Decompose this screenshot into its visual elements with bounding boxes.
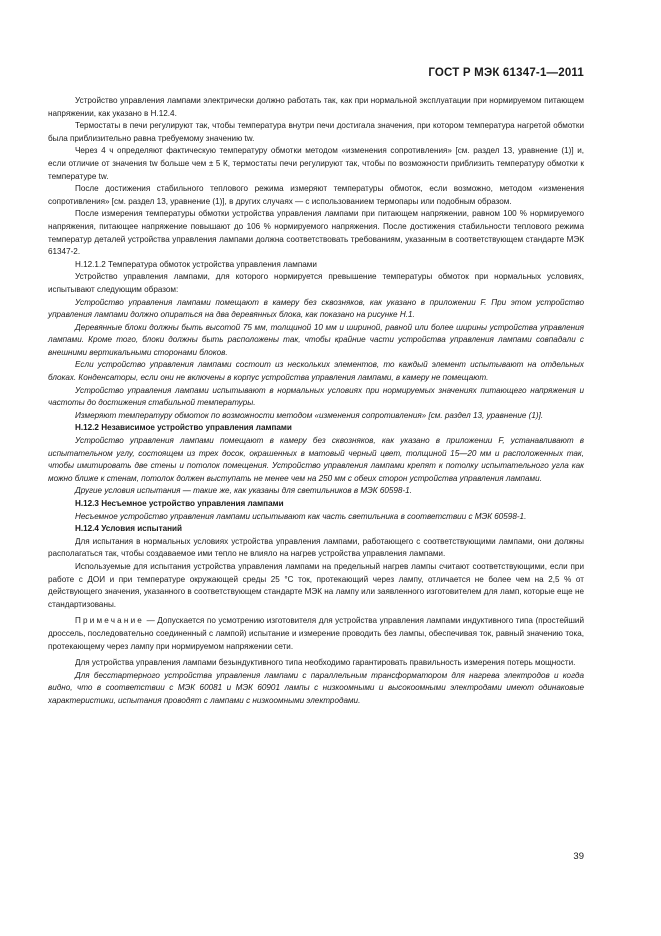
italic-paragraph: Другие условия испытания — такие же, как указаны для светильников в МЭК 60598-1.	[75, 486, 412, 496]
italic-paragraph: Устройство управления лампами помещают в камеру без сквозняков, как указано в приложении F. При этом устройство управления лампами должно опираться на два деревянных блока, как показано на рисунке Н.1.	[48, 297, 584, 320]
paragraph: Устройство управления лампами электрически должно работать так, как при нормальной эксплуатации при нормируемом питающем напряжении, как указано в Н.12.4.	[48, 96, 584, 118]
paragraph: После достижения стабильного теплового режима измеряют температуры обмоток, если возможно, методом «изменения сопротивления» [см. раздел 13, уравнение (1)], в других случаях — с использованием термопары или подобным образом.	[48, 184, 584, 206]
italic-paragraph: Устройство управления лампами помещают в камеру без сквозняков, как указано в приложении F, устанавливают в испытательном углу, состоящем из трех досок, окрашенных в матовый черный цвет, толщиной 15—20 мм и расположенных так, чтобы имитировать две стены и потолок помещения. Устройство управления лампами крепят к потолку испытательного угла как можно ближе к стенам, потолок должен выступать не менее чем на 250 мм с обеих сторон устройства управления лампами.	[48, 436, 584, 483]
italic-paragraph: Для бесстартерного устройства управления лампами с параллельным трансформатором для нагрева электродов и когда видно, что в соответствии с МЭК 60081 и МЭК 60901 лампы с низкоомными и высокоомными электродами имеют одинаковые характеристики, испытания проводят с лампами с низкоомными электродами.	[48, 670, 584, 705]
paragraph: Термостаты в печи регулируют так, чтобы температура внутри печи достигала значения, при котором температура нагретой обмотки была приблизительно равна требуемому значению tw.	[48, 121, 584, 143]
italic-paragraph: Устройство управления лампами испытывают в нормальных условиях при нормируемых значениях питающего напряжения и частоты до достижения стабильной температуры.	[48, 385, 584, 408]
paragraph: Через 4 ч определяют фактическую температуру обмотки методом «изменения сопротивления» [см. раздел 13, уравнение (1)] и, если отличие от значения tw больше чем ± 5 К, термостаты печи регулируют так, чтобы по возможности приблизить температуру обмотки к температуре tw.	[48, 146, 584, 181]
note-label: Примечание	[75, 616, 145, 626]
italic-paragraph: Деревянные блоки должны быть высотой 75 мм, толщиной 10 мм и шириной, равной или более ширины устройства управления лампами. Кроме того, блоки должны быть расположены так, чтобы крайние части устройства управления лампами совпадали с внешними вертикальными сторонами блоков.	[48, 322, 584, 357]
paragraph: Для устройства управления лампами безындуктивного типа необходимо гарантировать правильность измерения потерь мощности.	[75, 658, 576, 668]
paragraph: После измерения температуры обмотки устройства управления лампами при питающем напряжении, равном 100 % нормируемого напряжения, питающее напряжение повышают до 106 % нормируемого напряжения. После достижения стабильности теплового режима температур деталей устройства управления лампами должна соответствовать требованиям, указанным в соответствующем стандарте МЭК 61347-2.	[48, 209, 584, 257]
document-body	[48, 95, 584, 708]
page-number: 39	[573, 851, 584, 862]
section-heading: Н.12.3 Несъемное устройство управления лампами	[75, 499, 284, 508]
section-heading: Н.12.1.2 Температура обмоток устройства управления лампами	[75, 259, 317, 269]
paragraph: Для испытания в нормальных условиях устройства управления лампами, работающего с соответствующими лампами, они должны располагаться так, чтобы создаваемое ими тепло не влияло на нагрев устройства управления лампами.	[48, 536, 584, 559]
italic-paragraph: Если устройство управления лампами состоит из нескольких элементов, то каждый элемент испытывают на отдельных блоках. Конденсаторы, если они не включены в корпус устройства управления лампами, в камеру не помещают.	[48, 360, 584, 383]
paragraph: Устройство управления лампами, для которого нормируется превышение температуры обмоток при нормальных условиях, испытывают следующим образом:	[48, 272, 584, 294]
section-heading: Н.12.4 Условия испытаний	[75, 524, 183, 534]
note-text: — Допускается по усмотрению изготовителя для устройства управления лампами индуктивного типа (простейший дроссель, последовательно соединенный с лампой) испытание и измерение проводить без лампы, обеспечивая ток, равный значению тока, протекающему через лампу при нормируемом напряжении сети.	[48, 616, 584, 651]
note-paragraph	[48, 615, 584, 653]
paragraph: Используемые для испытания устройства управления лампами на предельный нагрев лампы считают соответствующими, если при работе с ДОИ и при температуре окружающей среды 25 °С ток, протекающий через лампу, отличается не более чем на 2,5 % от действующего значения, указанного в соответствующем стандарте МЭК на лампу или заявленного изготовителем для ламп, которые еще не стандартизованы.	[48, 561, 584, 609]
italic-paragraph: Несъемное устройство управления лампами испытывают как часть светильника в соответствии с МЭК 60598-1.	[75, 511, 527, 521]
standard-header: ГОСТ Р МЭК 61347-1—2011	[428, 67, 584, 79]
italic-paragraph: Измеряют температуру обмоток по возможности методом «изменения сопротивления» [см. раздел 13, уравнение (1)].	[75, 410, 544, 420]
section-heading: Н.12.2 Независимое устройство управления лампами	[75, 423, 292, 433]
